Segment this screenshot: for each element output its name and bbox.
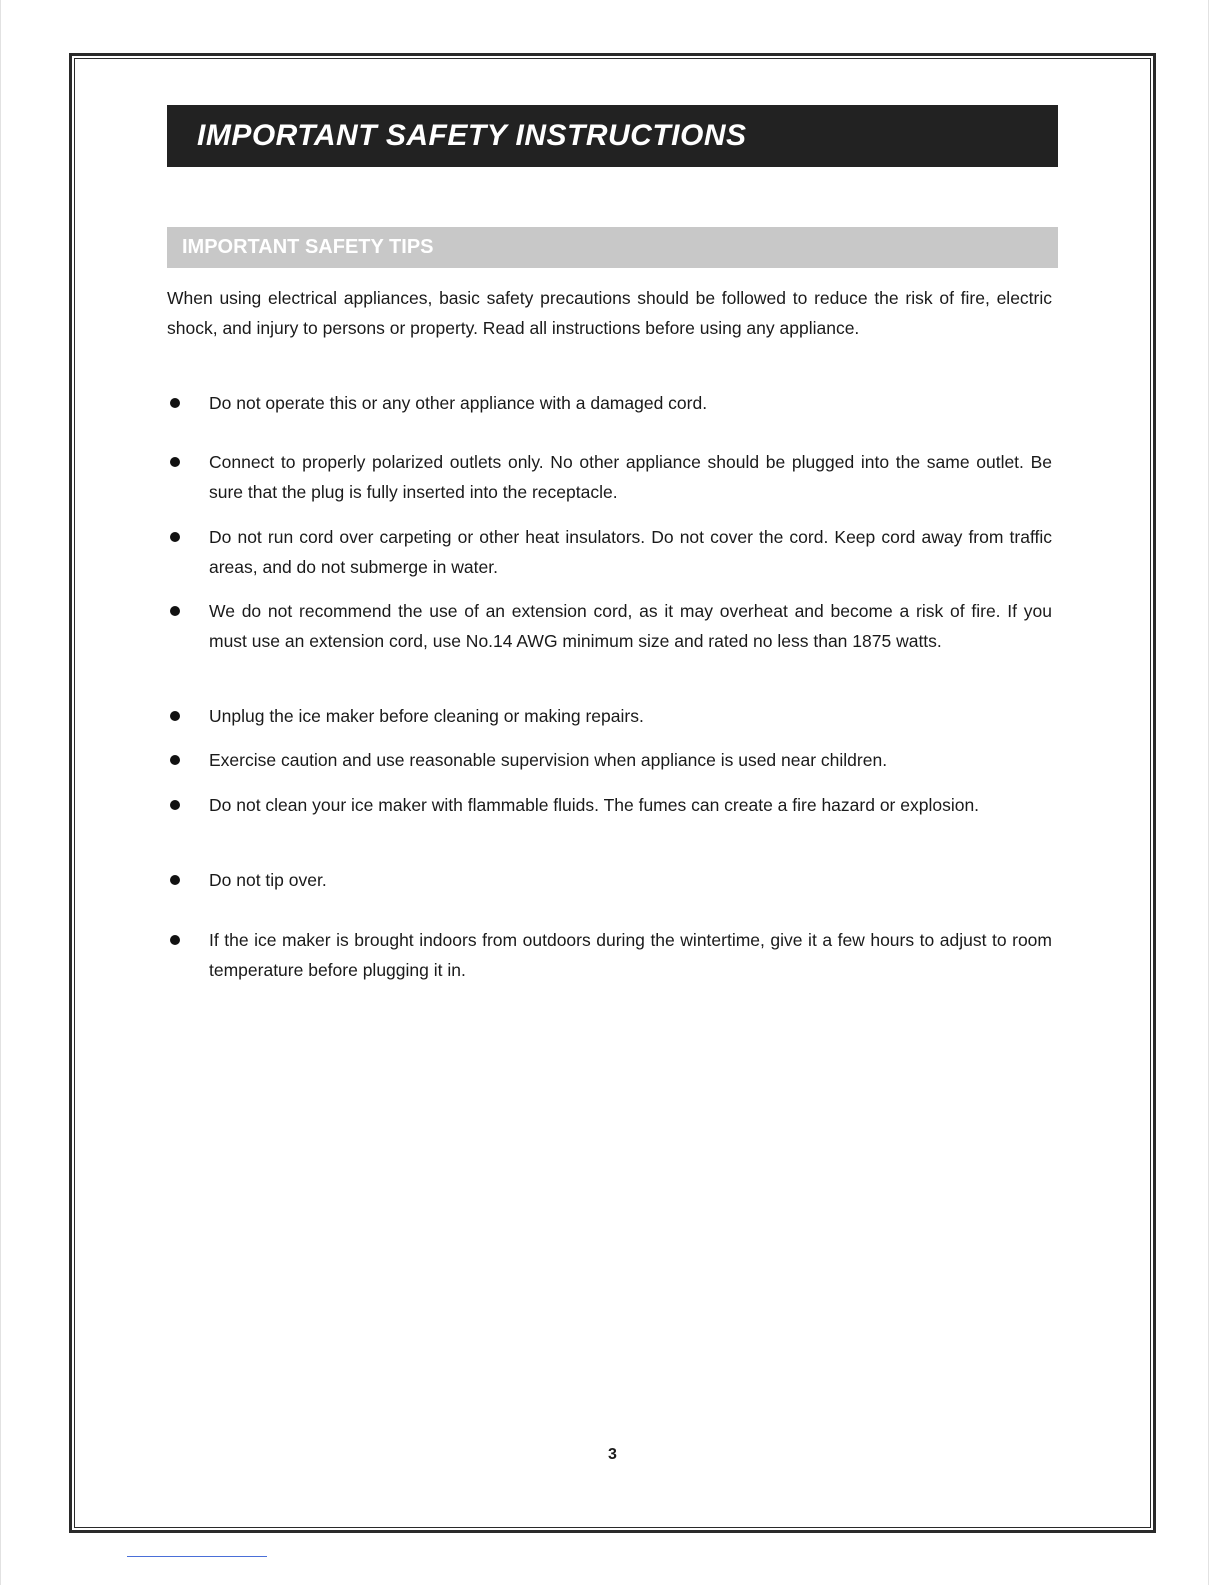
list-item-text: Exercise caution and use reasonable supervision when appliance is used near children. xyxy=(209,750,888,770)
title-banner xyxy=(167,105,1058,167)
bullet-icon xyxy=(170,711,180,721)
bullet-icon xyxy=(170,755,180,765)
list-item-text: Unplug the ice maker before cleaning or making repairs. xyxy=(209,706,644,726)
list-item-text: Do not tip over. xyxy=(209,870,327,890)
page-number: 3 xyxy=(608,1446,617,1463)
list-item-text: Do not operate this or any other appliance with a damaged cord. xyxy=(209,393,708,413)
intro-paragraph: When using electrical appliances, basic safety precautions should be followed to reduce the risk of fire, electric shock, and injury to persons or property. Read all instructions before using any appliance. xyxy=(167,288,1052,338)
bullet-icon xyxy=(170,398,180,408)
bullet-icon xyxy=(170,606,180,616)
list-item-text: Connect to properly polarized outlets only. No other appliance should be plugged into the same outlet. Be sure that the plug is fully inserted into the receptacle. xyxy=(209,452,1052,502)
list-item-text: Do not clean your ice maker with flammable fluids. The fumes can create a fire hazard or explosion. xyxy=(209,795,980,815)
bullet-icon xyxy=(170,457,180,467)
list-item-text: Do not run cord over carpeting or other heat insulators. Do not cover the cord. Keep cord away from traffic areas, and do not submerge in water. xyxy=(209,527,1052,577)
bullet-icon xyxy=(170,875,180,885)
list-item-text: If the ice maker is brought indoors from outdoors during the wintertime, give it a few hours to adjust to room temperature before plugging it in. xyxy=(209,930,1052,980)
section-heading: IMPORTANT SAFETY TIPS xyxy=(182,236,434,258)
bullet-icon xyxy=(170,532,180,542)
bullet-icon xyxy=(170,800,180,810)
page-title: IMPORTANT SAFETY INSTRUCTIONS xyxy=(197,119,747,152)
section-heading-bar xyxy=(167,227,1058,268)
list-item-text: We do not recommend the use of an extension cord, as it may overheat and become a risk of fire. If you must use an extension cord, use No.14 AWG minimum size and rated no less than 1875 watts. xyxy=(209,601,1052,651)
scan-artifact-line xyxy=(127,1556,267,1557)
bullet-icon xyxy=(170,935,180,945)
